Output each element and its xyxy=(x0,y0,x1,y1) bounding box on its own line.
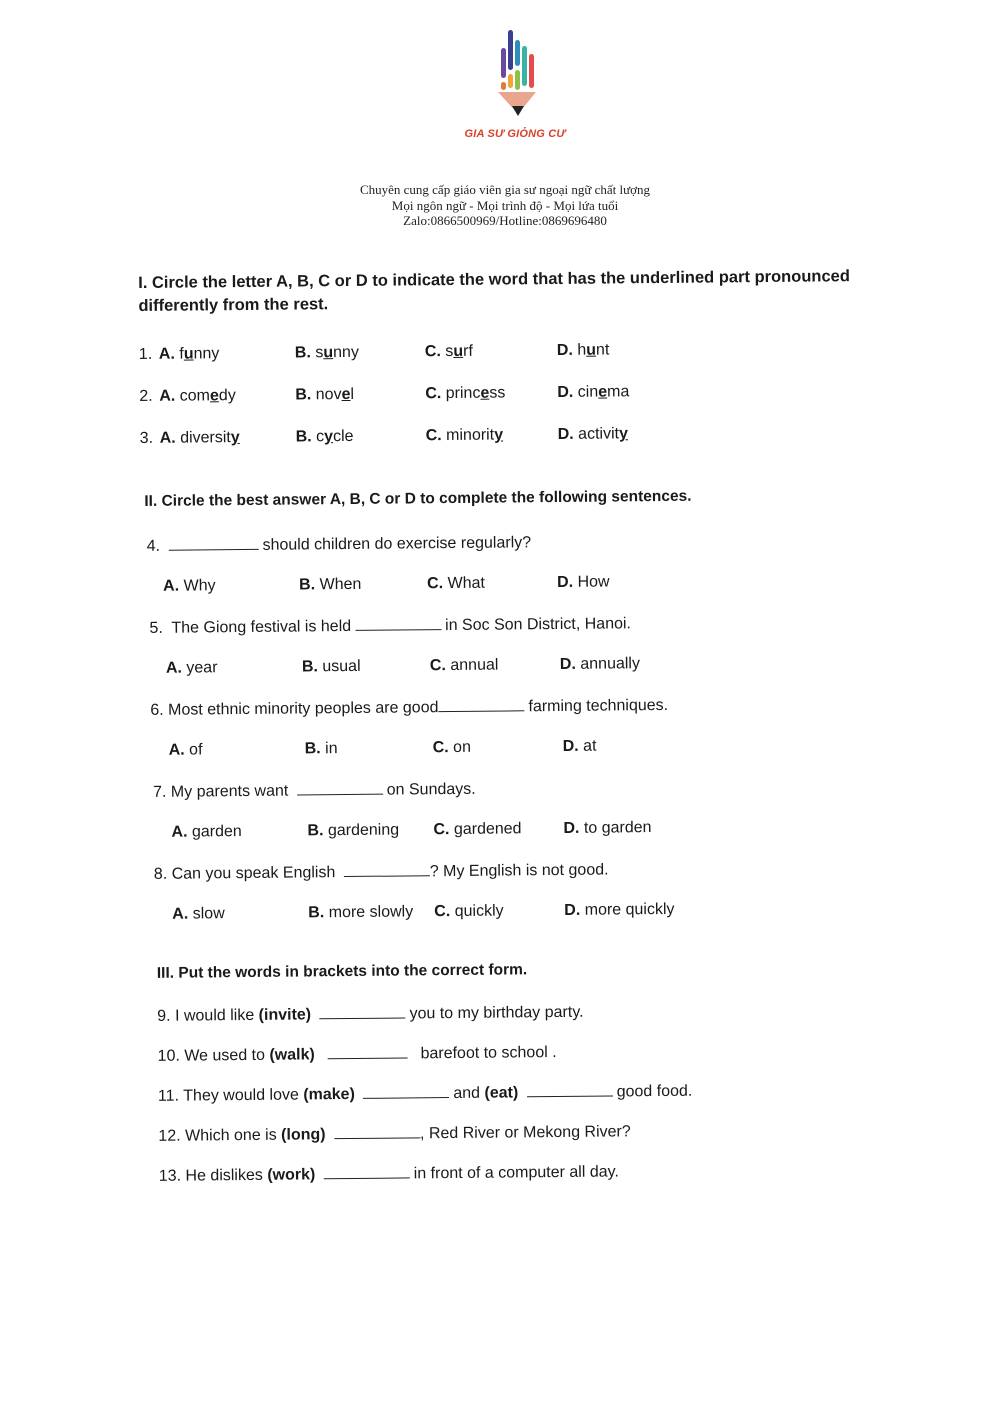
option-d[interactable]: D. How xyxy=(557,573,610,591)
option-b[interactable]: B. gardening xyxy=(307,821,400,840)
option-c[interactable]: C. surf xyxy=(424,342,473,361)
option-c[interactable]: C. annual xyxy=(429,656,499,675)
question-9: 9. I would like (invite) you to my birthday party. xyxy=(157,1003,584,1025)
header-line-3: Zalo:0866500969/Hotline:0869696480 xyxy=(403,213,607,228)
option-c[interactable]: C. princess xyxy=(425,384,506,403)
answer-blank[interactable] xyxy=(324,1163,410,1179)
answer-blank[interactable] xyxy=(355,615,441,631)
header-line-1: Chuyên cung cấp giáo viên gia sư ngoại ngữ chất lượng xyxy=(359,182,651,197)
answer-blank[interactable] xyxy=(168,535,258,551)
option-c[interactable]: C. quickly xyxy=(434,902,504,921)
option-d[interactable]: D. more quickly xyxy=(564,900,675,919)
question-10: 10. We used to (walk) barefoot to school . xyxy=(157,1044,557,1065)
option-b[interactable]: B. novel xyxy=(295,385,355,404)
logo-text: GIA SƯ GIỎNG CƯ xyxy=(464,128,566,140)
header-contact xyxy=(300,182,710,229)
question-7-stem: 7. My parents want on Sundays. xyxy=(153,780,476,801)
option-a[interactable]: A. diversity xyxy=(159,429,240,447)
answer-blank[interactable] xyxy=(344,861,430,877)
option-d[interactable]: D. at xyxy=(562,737,597,755)
question-number: 2. xyxy=(139,387,153,405)
question-4-stem: 4. should children do exercise regularly? xyxy=(146,534,532,555)
option-d[interactable]: D. annually xyxy=(559,655,641,673)
option-a[interactable]: A. garden xyxy=(171,823,242,841)
answer-blank[interactable] xyxy=(328,1043,408,1059)
answer-blank[interactable] xyxy=(527,1081,613,1097)
option-a[interactable]: A. slow xyxy=(172,905,225,923)
answer-blank[interactable] xyxy=(363,1083,449,1099)
option-b[interactable]: B. sunny xyxy=(294,343,359,362)
answer-blank[interactable] xyxy=(297,780,383,796)
section-1-title-line-2: differently from the rest. xyxy=(138,295,329,315)
pencil-logo-icon xyxy=(490,26,546,122)
option-c[interactable]: C. gardened xyxy=(433,820,522,839)
answer-blank[interactable] xyxy=(319,1003,405,1019)
question-6-stem: 6. Most ethnic minority peoples are good farming techniques. xyxy=(150,696,669,719)
option-d[interactable]: D. to garden xyxy=(563,819,652,837)
option-d[interactable]: D. hunt xyxy=(556,341,610,359)
header-line-2: Mọi ngôn ngữ - Mọi trình độ - Mọi lứa tuổi xyxy=(391,197,619,213)
section-1-title xyxy=(138,265,850,318)
option-b[interactable]: B. usual xyxy=(301,657,361,676)
option-b[interactable]: B. cycle xyxy=(295,427,354,446)
option-b[interactable]: B. more slowly xyxy=(308,903,414,922)
option-c[interactable]: C. on xyxy=(432,738,472,757)
question-number: 1. xyxy=(138,345,153,363)
question-5-stem: 5. The Giong festival is held in Soc Son District, Hanoi. xyxy=(149,615,632,637)
option-d[interactable]: D. activity xyxy=(557,425,629,443)
section-3-title: III. Put the words in brackets into the correct form. xyxy=(156,961,528,982)
answer-blank[interactable] xyxy=(438,696,524,712)
question-12: 12. Which one is (long) , Red River or Mekong River? xyxy=(158,1123,631,1145)
option-b[interactable]: B. When xyxy=(299,575,362,594)
option-c[interactable]: C. What xyxy=(427,574,485,593)
option-d[interactable]: D. cinema xyxy=(557,383,630,401)
question-8-stem: 8. Can you speak English ? My English is not good. xyxy=(153,861,609,883)
option-b[interactable]: B. in xyxy=(304,740,338,758)
option-a[interactable]: A. Why xyxy=(163,577,216,595)
option-a[interactable]: A. comedy xyxy=(159,387,236,405)
option-c[interactable]: C. minority xyxy=(425,426,504,445)
option-a[interactable]: A. funny xyxy=(158,345,220,363)
option-a[interactable]: A. of xyxy=(168,741,203,759)
question-11: 11. They would love (make) and (eat) good food. xyxy=(157,1082,693,1105)
option-a[interactable]: A. year xyxy=(165,659,218,677)
section-2-title: II. Circle the best answer A, B, C or D to complete the following sentences. xyxy=(144,487,692,510)
question-13: 13. He dislikes (work) in front of a computer all day. xyxy=(158,1163,619,1185)
section-1-title-line-1: I. Circle the letter A, B, C or D to indicate the word that has the underlined part pronounced xyxy=(138,267,850,292)
question-number: 3. xyxy=(139,429,154,447)
exercise-body xyxy=(138,255,858,1185)
answer-blank[interactable] xyxy=(334,1123,420,1139)
